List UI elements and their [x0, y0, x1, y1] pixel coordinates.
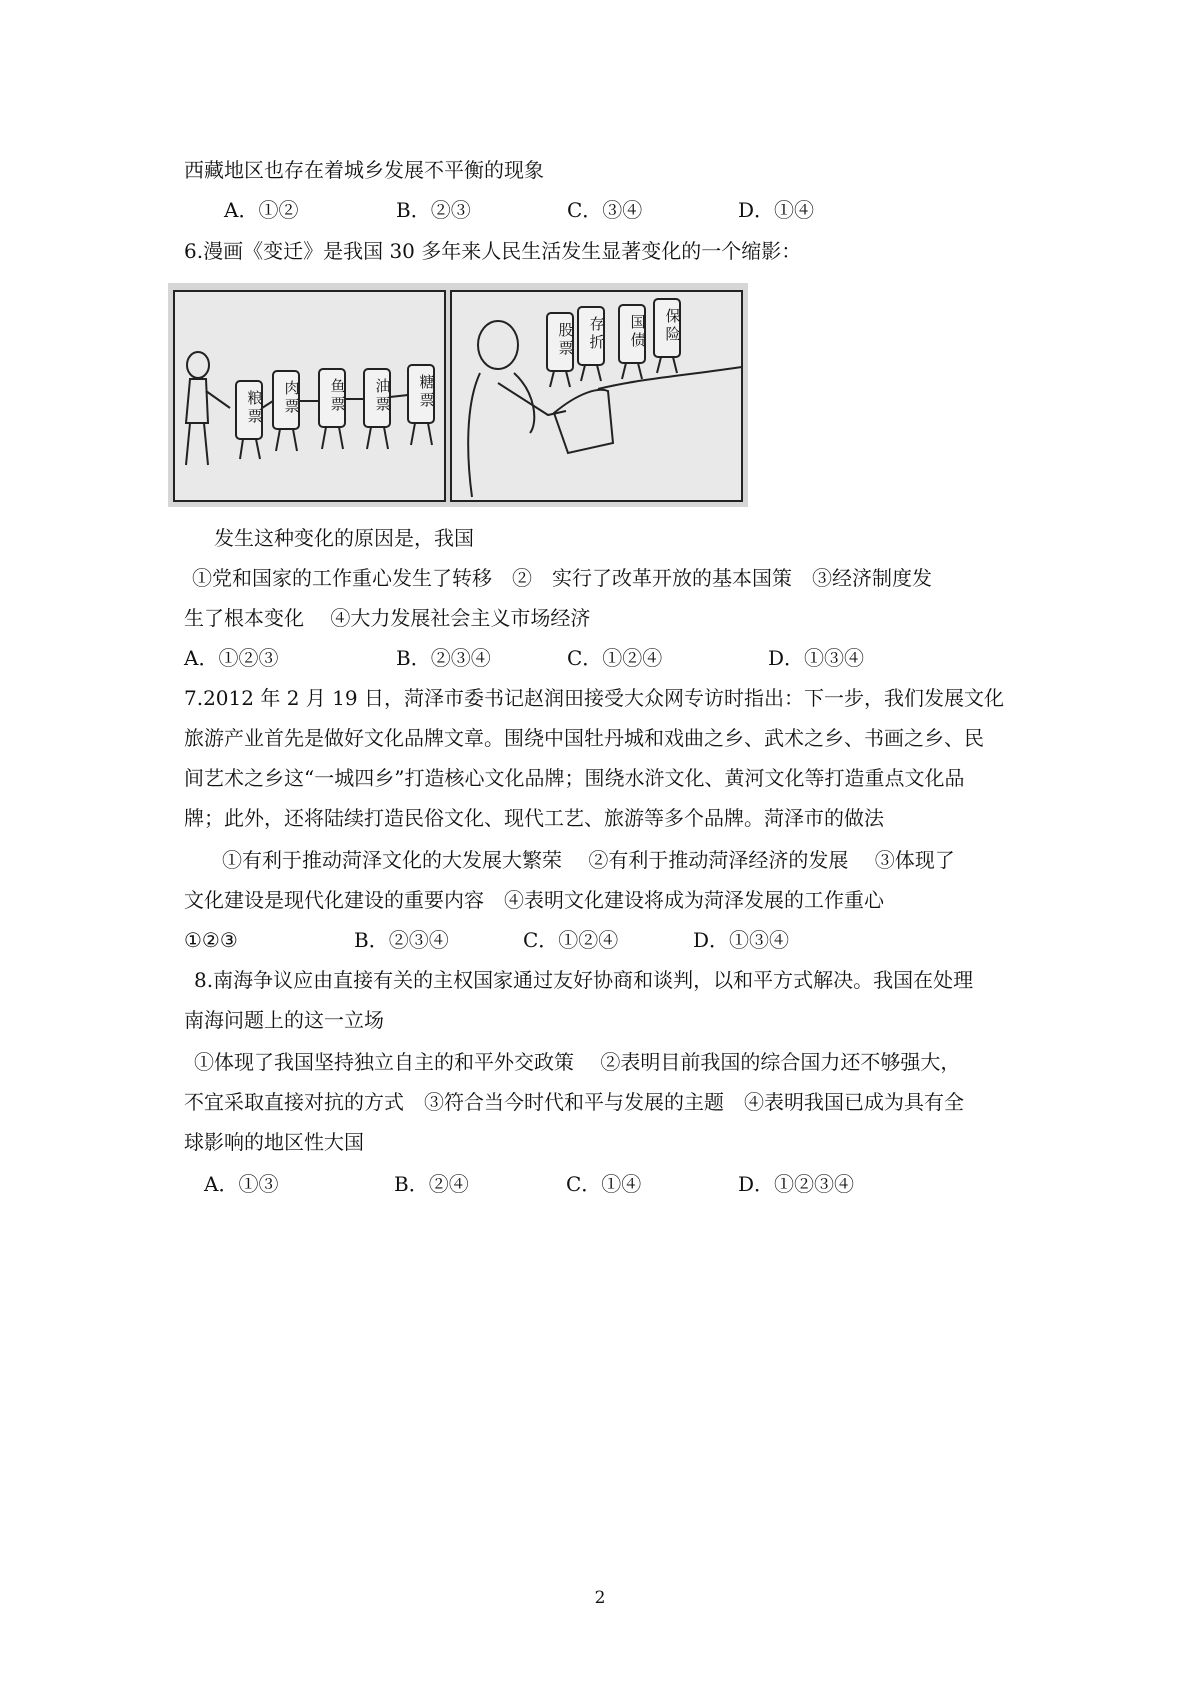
q7-line-2: 旅游产业首先是做好文化品牌文章。围绕中国牡丹城和戏曲之乡、武术之乡、书画之乡、民	[184, 726, 984, 750]
left-ticket-label-yupiao: 鱼票	[330, 377, 346, 413]
left-ticket-label-roupiao: 肉票	[284, 379, 300, 415]
q7-line-5: ①有利于推动菏泽文化的大发展大繁荣 ②有利于推动菏泽经济的发展 ③体现了	[222, 848, 955, 872]
q8-option-a: A．①③	[204, 1172, 279, 1196]
q7-line-3: 间艺术之乡这“一城四乡”打造核心文化品牌；围绕水浒文化、黄河文化等打造重点文化品	[184, 766, 965, 790]
right-ticket-label-baoxian: 保险	[665, 307, 681, 343]
q6-body-line-1: ①党和国家的工作重心发生了转移 ② 实行了改革开放的基本国策 ③经济制度发	[192, 566, 932, 590]
q6-option-d: D．①③④	[768, 646, 865, 670]
left-ticket-label-liangpiao: 粮票	[247, 389, 263, 425]
q5-option-b: B．②③	[396, 198, 471, 222]
right-ticket-label-guozhai: 国债	[630, 313, 646, 349]
q7-line-4: 牌；此外，还将陆续打造民俗文化、现代工艺、旅游等多个品牌。菏泽市的做法	[184, 806, 884, 830]
q6-option-b: B．②③④	[396, 646, 491, 670]
right-ticket-label-cunzhe: 存折	[589, 315, 605, 351]
q5-option-a: A．①②	[224, 198, 299, 222]
q8-line-2: 南海问题上的这一立场	[184, 1008, 384, 1032]
q7-option-b: B．②③④	[354, 928, 449, 952]
q8-line-1: 8.南海争议应由直接有关的主权国家通过友好协商和谈判，以和平方式解决。我国在处理	[194, 968, 974, 992]
q8-line-3: ①体现了我国坚持独立自主的和平外交政策 ②表明目前我国的综合国力还不够强大，	[194, 1050, 961, 1074]
q7-line-1: 7.2012 年 2 月 19 日，菏泽市委书记赵润田接受大众网专访时指出：下一步，我们发展文化	[184, 686, 1004, 710]
q7-line-6: 文化建设是现代化建设的重要内容 ④表明文化建设将成为菏泽发展的工作重心	[184, 888, 884, 912]
q6-prompt: 发生这种变化的原因是，我国	[214, 526, 474, 550]
q8-option-d: D．①②③④	[738, 1172, 855, 1196]
q5-option-d: D．①④	[738, 198, 815, 222]
q7-option-d: D．①③④	[693, 928, 790, 952]
q5-tail-text: 西藏地区也存在着城乡发展不平衡的现象	[184, 158, 544, 182]
q8-line-4: 不宜采取直接对抗的方式 ③符合当今时代和平与发展的主题 ④表明我国已成为具有全	[184, 1090, 964, 1114]
cartoon-bianqian	[168, 283, 748, 507]
q8-option-b: B．②④	[394, 1172, 469, 1196]
q7-option-c: C．①②④	[523, 928, 619, 952]
left-ticket-label-youpiao: 油票	[375, 377, 391, 413]
q6-stem: 6.漫画《变迁》是我国 30 多年来人民生活发生显著变化的一个缩影：	[184, 239, 802, 263]
q6-option-a: A．①②③	[184, 646, 279, 670]
q8-line-5: 球影响的地区性大国	[184, 1130, 364, 1154]
q7-option-a: ①②③	[184, 928, 238, 952]
page-number: 2	[594, 1588, 606, 1608]
left-ticket-label-tangpiao: 糖票	[419, 373, 435, 409]
right-ticket-label-gupiao: 股票	[558, 321, 574, 357]
q6-body-line-2: 生了根本变化 ④大力发展社会主义市场经济	[184, 606, 591, 630]
q5-option-c: C．③④	[567, 198, 643, 222]
q6-option-c: C．①②④	[567, 646, 663, 670]
q8-option-c: C．①④	[566, 1172, 642, 1196]
